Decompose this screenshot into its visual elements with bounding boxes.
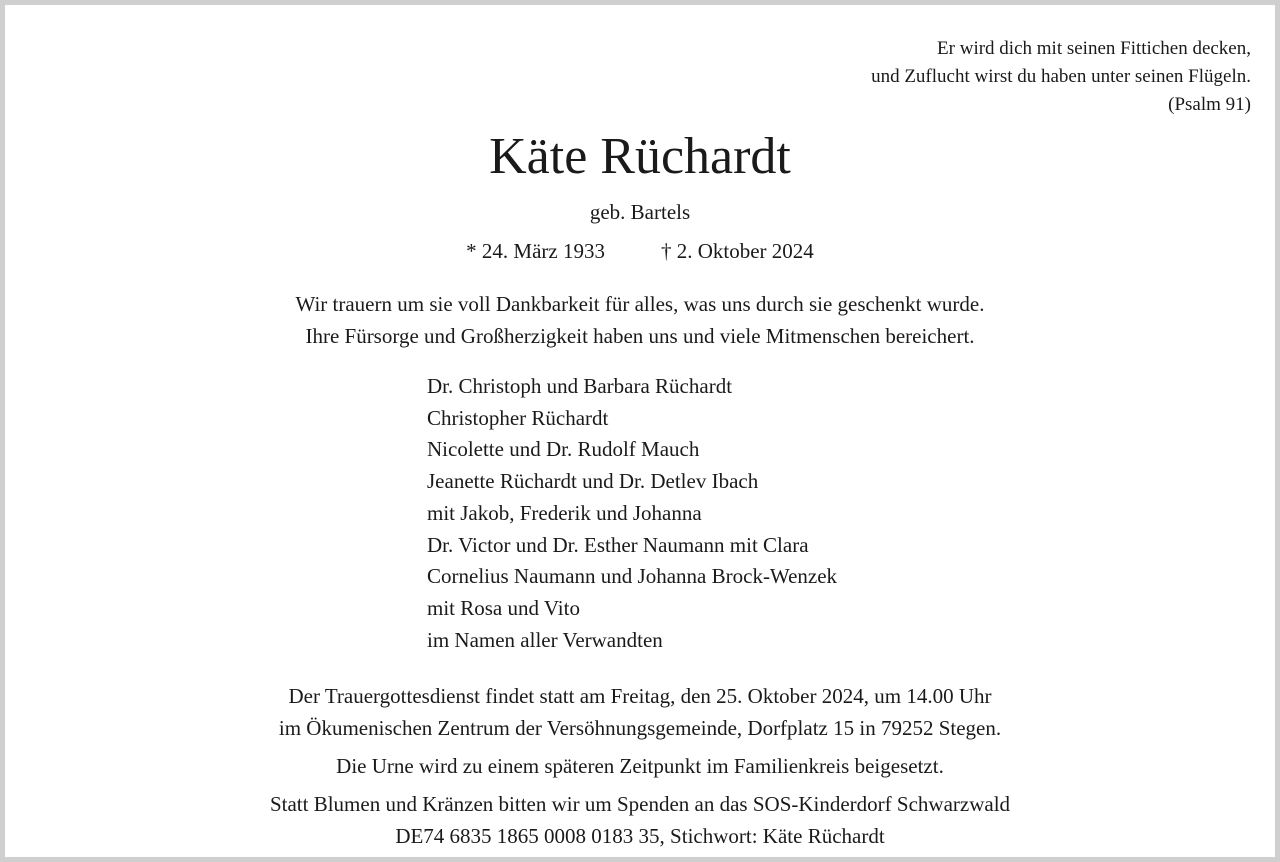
mourners-list xyxy=(427,371,837,656)
death-date: † 2. Oktober 2024 xyxy=(660,239,814,263)
tribute-line: Wir trauern um sie voll Dankbarkeit für alles, was uns durch sie geschenkt wurde. xyxy=(295,292,985,316)
mourner-entry: mit Jakob, Frederik und Johanna xyxy=(427,500,702,525)
psalm-line-1: Er wird dich mit seinen Fittichen decken, xyxy=(937,38,1251,59)
service-location: im Ökumenischen Zentrum der Versöhnungsgemeinde, Dorfplatz 15 in 79252 Stegen. xyxy=(278,716,1002,740)
mourner-entry: Dr. Victor und Dr. Esther Naumann mit Clara xyxy=(427,532,809,557)
mourner-entry: Jeanette Rüchardt und Dr. Detlev Ibach xyxy=(427,469,759,494)
mourner-entry: im Namen aller Verwandten xyxy=(427,627,663,652)
birth-date: * 24. März 1933 xyxy=(466,239,605,263)
psalm-source: (Psalm 91) xyxy=(1168,94,1251,115)
maiden-name: geb. Bartels xyxy=(589,200,691,224)
mourner-entry: Christopher Rüchardt xyxy=(427,405,609,430)
mourner-entry: Dr. Christoph und Barbara Rüchardt xyxy=(427,374,733,398)
life-dates xyxy=(5,236,1275,266)
mourner-entry: Nicolette und Dr. Rudolf Mauch xyxy=(427,437,700,462)
mourner-entry: Cornelius Naumann und Johanna Brock-Wenzek xyxy=(427,564,838,589)
deceased-name: Käte Rüchardt xyxy=(489,128,791,185)
donation-request: Statt Blumen und Kränzen bitten wir um Spenden an das SOS-Kinderdorf Schwarzwald xyxy=(269,792,1011,816)
service-time: Der Trauergottesdienst findet statt am Freitag, den 25. Oktober 2024, um 14.00 Uhr xyxy=(288,684,992,708)
urn-notice: Die Urne wird zu einem späteren Zeitpunkt im Familienkreis beigesetzt. xyxy=(336,754,944,778)
psalm-quote xyxy=(871,35,1251,119)
tribute-line: Ihre Fürsorge und Großherzigkeit haben uns und viele Mitmenschen bereichert. xyxy=(305,324,975,348)
mourner-entry: mit Rosa und Vito xyxy=(427,595,580,620)
psalm-line-2: und Zuflucht wirst du haben unter seinen Flügeln. xyxy=(871,66,1251,87)
funeral-service-info xyxy=(5,680,1275,852)
donation-account: DE74 6835 1865 0008 0183 35, Stichwort: Käte Rüchardt xyxy=(395,824,885,848)
tribute-text xyxy=(5,288,1275,352)
